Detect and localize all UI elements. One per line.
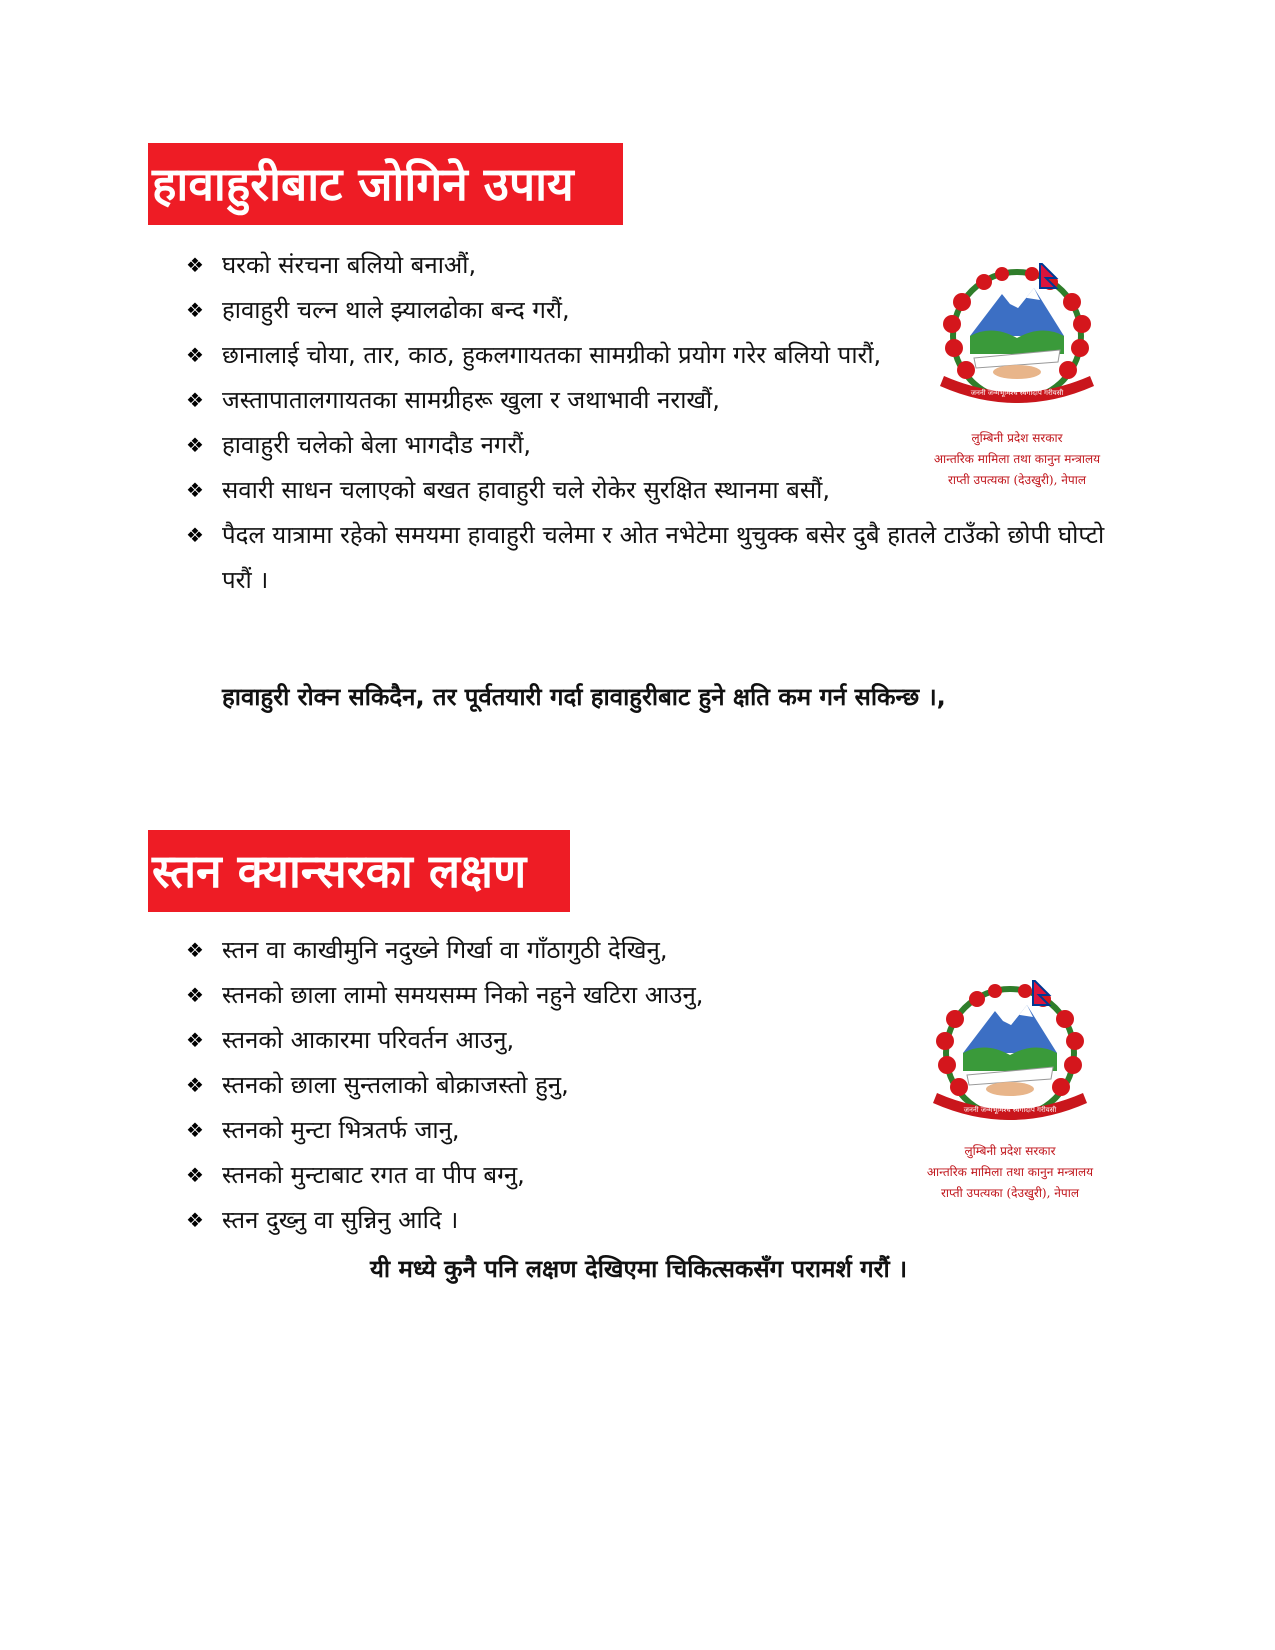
breast-cancer-conclusion: यी मध्ये कुनै पनि लक्षण देखिएमा चिकित्सकसँग परामर्श गरौं । bbox=[370, 1255, 908, 1283]
emblem-block bbox=[907, 258, 1127, 491]
diamond-bullet-icon: ❖ bbox=[186, 253, 204, 277]
list-item: ❖ पैदल यात्रामा रहेको समयमा हावाहुरी चलेमा र ओत नभेटेमा थुचुक्क बसेर दुबै हातले टाउँको छोपी घोप्टो परौं । bbox=[186, 513, 1122, 603]
windstorm-conclusion: हावाहुरी रोक्न सकिदैन, तर पूर्वतयारी गर्दा हावाहुरीबाट हुने क्षति कम गर्न सकिन्छ ।, bbox=[222, 683, 946, 711]
diamond-bullet-icon: ❖ bbox=[186, 523, 204, 547]
diamond-bullet-icon: ❖ bbox=[186, 1118, 204, 1142]
diamond-bullet-icon: ❖ bbox=[186, 478, 204, 502]
diamond-bullet-icon: ❖ bbox=[186, 1163, 204, 1187]
list-item: ❖ हावाहुरी चलेको बेला भागदौड नगरौं, bbox=[186, 423, 922, 468]
list-item: ❖ हावाहुरी चल्न थाले झ्यालढोका बन्द गरौं, bbox=[186, 288, 922, 333]
emblem-caption-line1: लुम्बिनी प्रदेश सरकार bbox=[971, 431, 1063, 445]
emblem-block bbox=[900, 975, 1120, 1204]
list-item: ❖ स्तनको मुन्टाबाट रगत वा पीप बग्नु, bbox=[186, 1153, 886, 1198]
diamond-bullet-icon: ❖ bbox=[186, 433, 204, 457]
emblem-caption-line1: लुम्बिनी प्रदेश सरकार bbox=[964, 1144, 1056, 1158]
list-item: ❖ स्तनको छाला सुन्तलाको बोक्राजस्तो हुनु, bbox=[186, 1063, 886, 1108]
list-item: ❖ सवारी साधन चलाएको बखत हावाहुरी चले रोकेर सुरक्षित स्थानमा बसौं, bbox=[186, 468, 882, 513]
list-item: ❖ स्तनको आकारमा परिवर्तन आउनु, bbox=[186, 1018, 886, 1063]
breast-cancer-list bbox=[186, 928, 886, 1243]
emblem-caption-line2: आन्तरिक मामिला तथा कानुन मन्त्रालय bbox=[926, 1165, 1094, 1179]
diamond-bullet-icon: ❖ bbox=[186, 388, 204, 412]
windstorm-heading: हावाहुरीबाट जोगिने उपाय bbox=[148, 143, 623, 225]
emblem-caption-line3: राप्ती उपत्यका (देउखुरी), नेपाल bbox=[948, 473, 1086, 487]
svg-text:जननी जन्मभूमिश्च स्वर्गादपि गर: जननी जन्मभूमिश्च स्वर्गादपि गरीयसी bbox=[963, 1106, 1057, 1114]
diamond-bullet-icon: ❖ bbox=[186, 298, 204, 322]
emblem-caption-line3: राप्ती उपत्यका (देउखुरी), नेपाल bbox=[941, 1186, 1079, 1200]
diamond-bullet-icon: ❖ bbox=[186, 983, 204, 1007]
list-item: ❖ जस्तापातालगायतका सामग्रीहरू खुला र जथाभावी नराखौं, bbox=[186, 378, 922, 423]
nepal-emblem-logo bbox=[922, 258, 1112, 408]
svg-text:जननी जन्मभूमिश्च स्वर्गादपि गर: जननी जन्मभूमिश्च स्वर्गादपि गरीयसी bbox=[970, 389, 1064, 397]
list-item: ❖ स्तनको मुन्टा भित्रतर्फ जानु, bbox=[186, 1108, 886, 1153]
diamond-bullet-icon: ❖ bbox=[186, 343, 204, 367]
nepal-emblem-logo bbox=[915, 975, 1105, 1125]
list-item: ❖ घरको संरचना बलियो बनाऔं, bbox=[186, 243, 922, 288]
breast-cancer-heading: स्तन क्यान्सरका लक्षण bbox=[148, 830, 570, 912]
list-item: ❖ छानालाई चोया, तार, काठ, हुकलगायतका सामग्रीको प्रयोग गरेर बलियो पारौं, bbox=[186, 333, 902, 378]
diamond-bullet-icon: ❖ bbox=[186, 1073, 204, 1097]
emblem-caption-line2: आन्तरिक मामिला तथा कानुन मन्त्रालय bbox=[933, 452, 1101, 466]
list-item: ❖ स्तन दुख्नु वा सुन्निनु आदि । bbox=[186, 1198, 886, 1243]
diamond-bullet-icon: ❖ bbox=[186, 1208, 204, 1232]
diamond-bullet-icon: ❖ bbox=[186, 938, 204, 962]
list-item: ❖ स्तनको छाला लामो समयसम्म निको नहुने खटिरा आउनु, bbox=[186, 973, 886, 1018]
diamond-bullet-icon: ❖ bbox=[186, 1028, 204, 1052]
list-item: ❖ स्तन वा काखीमुनि नदुख्ने गिर्खा वा गाँठागुठी देखिनु, bbox=[186, 928, 886, 973]
